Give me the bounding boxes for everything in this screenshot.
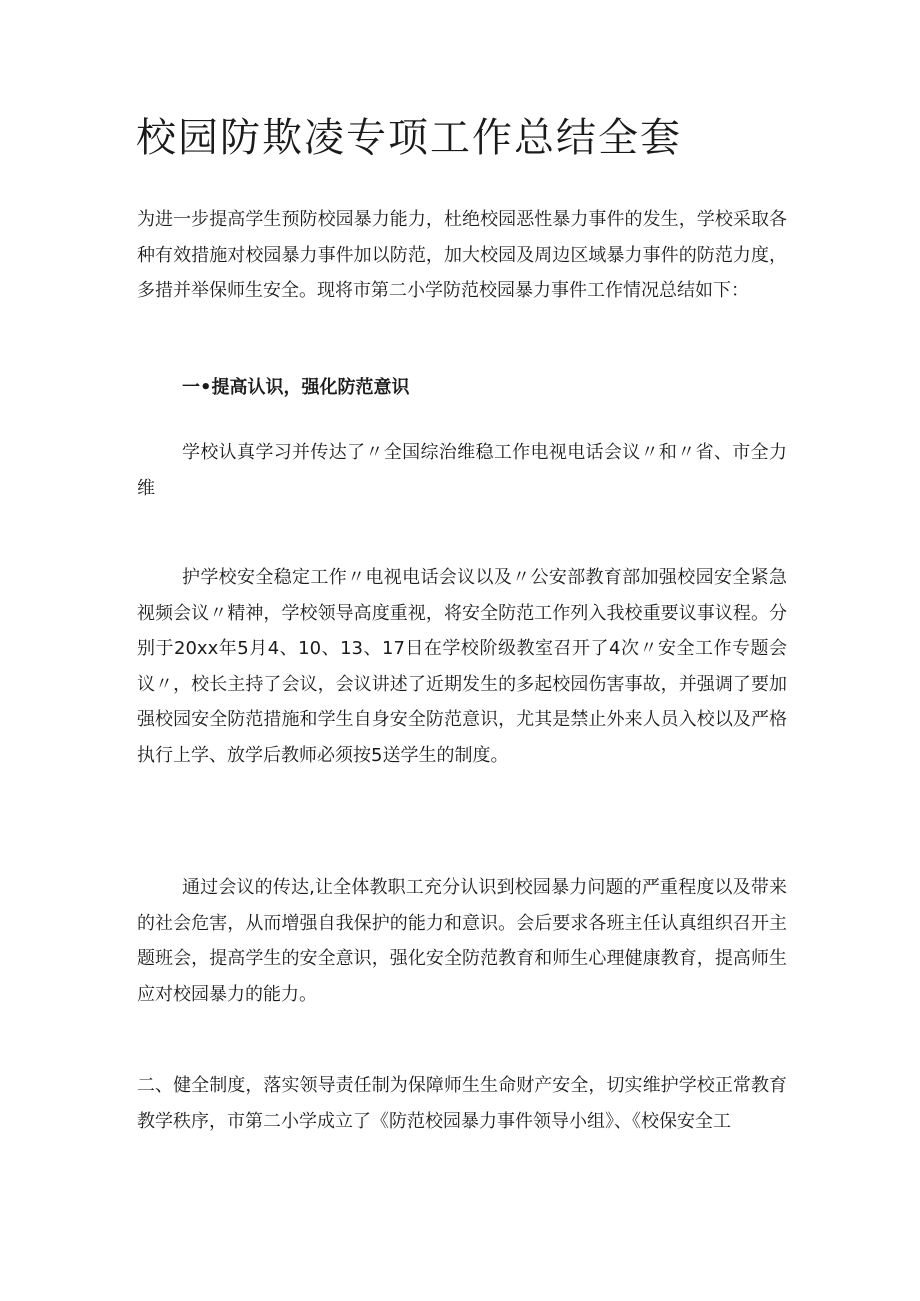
paragraph-3: 通过会议的传达,让全体教职工充分认识到校园暴力问题的严重程度以及带来的社会危害，从而增强自我保护的能力和意识。会后要求各班主任认真组织召开主题班会，提高学生的安全意识，强化安全防范教育和师生心理健康教育，提高师生应对校园暴力的能力。 bbox=[137, 877, 787, 1005]
section-1-heading: 一•提高认识，强化防范意识 bbox=[182, 377, 410, 398]
paragraph-2: 护学校安全稳定工作〃电视电话会议以及〃公安部教育部加强校园安全紧急视频会议〃精神，学校领导高度重视，将安全防范工作列入我校重要议事议程。分别于20xx年5月4、10、13、17日在学校阶级教室召开了4次〃安全工作专题会议〃，校长主持了会议，会议讲述了近期发生的多起校园伤害事故，并强调了要加强校园安全防范措施和学生自身安全防范意识，尤其是禁止外来人员入校以及严格执行上学、放学后教师必须按5送学生的制度。 bbox=[137, 567, 787, 766]
intro-paragraph: 为进一步提高学生预防校园暴力能力，杜绝校园恶性暴力事件的发生，学校采取各种有效措施对校园暴力事件加以防范，加大校园及周边区域暴力事件的防范力度，多措并举保师生安全。现将市第二小学防范校园暴力事件工作情况总结如下： bbox=[137, 209, 787, 301]
paragraph-1: 学校认真学习并传达了〃全国综治维稳工作电视电话会议〃和〃省、市全力维 bbox=[137, 442, 787, 499]
document-title: 校园防欺凌专项工作总结全套 bbox=[136, 115, 682, 161]
paragraph-4: 二、健全制度，落实领导责任制为保障师生生命财产安全，切实维护学校正常教育教学秩序，市第二小学成立了《防范校园暴力事件领导小组》、《校保安全工 bbox=[137, 1075, 787, 1132]
